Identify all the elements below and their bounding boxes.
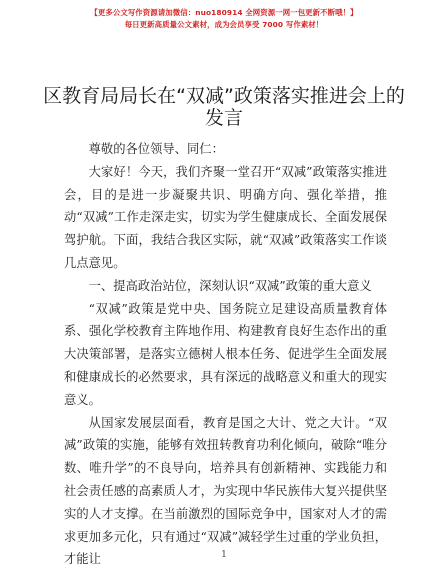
paragraph-policy-significance: “双减”政策是党中央、国务院立足建设高质量教育体系、强化学校教育主阵地作用、构建教育良好生态作出的重大决策部署，是落实立德树人根本任务、促进学生全面发展和健康成长的必然要求，具有深远的战略意义和重大的现实意义。: [64, 301, 387, 407]
document-title-line1: 区教育局局长在“双减”政策落实推进会上的: [43, 85, 405, 107]
salutation: 尊敬的各位领导、同仁：: [88, 142, 224, 156]
promo-banner-line1: 【更多公文写作资源请加微信：nuo180914 全网资源一网一包更新不断哦！】: [90, 8, 358, 17]
document-title-line2: 发言: [204, 107, 243, 129]
paragraph-opening: 大家好！今天，我们齐聚一堂召开“双减”政策落实推进会，目的是进一步凝聚共识、明确方向、强化举措，推动“双减”工作走深走实，切实为学生健康成长、全面发展保驾护航。下面，我结合我区实际，就“双减”政策落实工作谈几点意见。: [64, 164, 387, 270]
paragraph-national-level: 从国家发展层面看，教育是国之大计、党之大计。“双减”政策的实施，能够有效扭转教育功利化倾向，破除“唯分数、唯升学”的不良导向，培养具有创新精神、实践能力和社会责任感的高素质人才，为实现中华民族伟大复兴提供坚实的人才支撑。在当前激烈的国际竞争中，国家对人才的需求更加多元化，只有通过“双减”减轻学生过重的学业负担，才能让: [64, 415, 387, 567]
document-body: [64, 138, 387, 571]
page-number: 1: [221, 550, 227, 560]
section-heading-1: 一、提高政治站位，深刻认识“双减”政策的重大意义: [88, 278, 372, 293]
promo-banner-line2: 每日更新高质量公文素材，成为会员享受 7000 写作素材！: [124, 20, 324, 29]
